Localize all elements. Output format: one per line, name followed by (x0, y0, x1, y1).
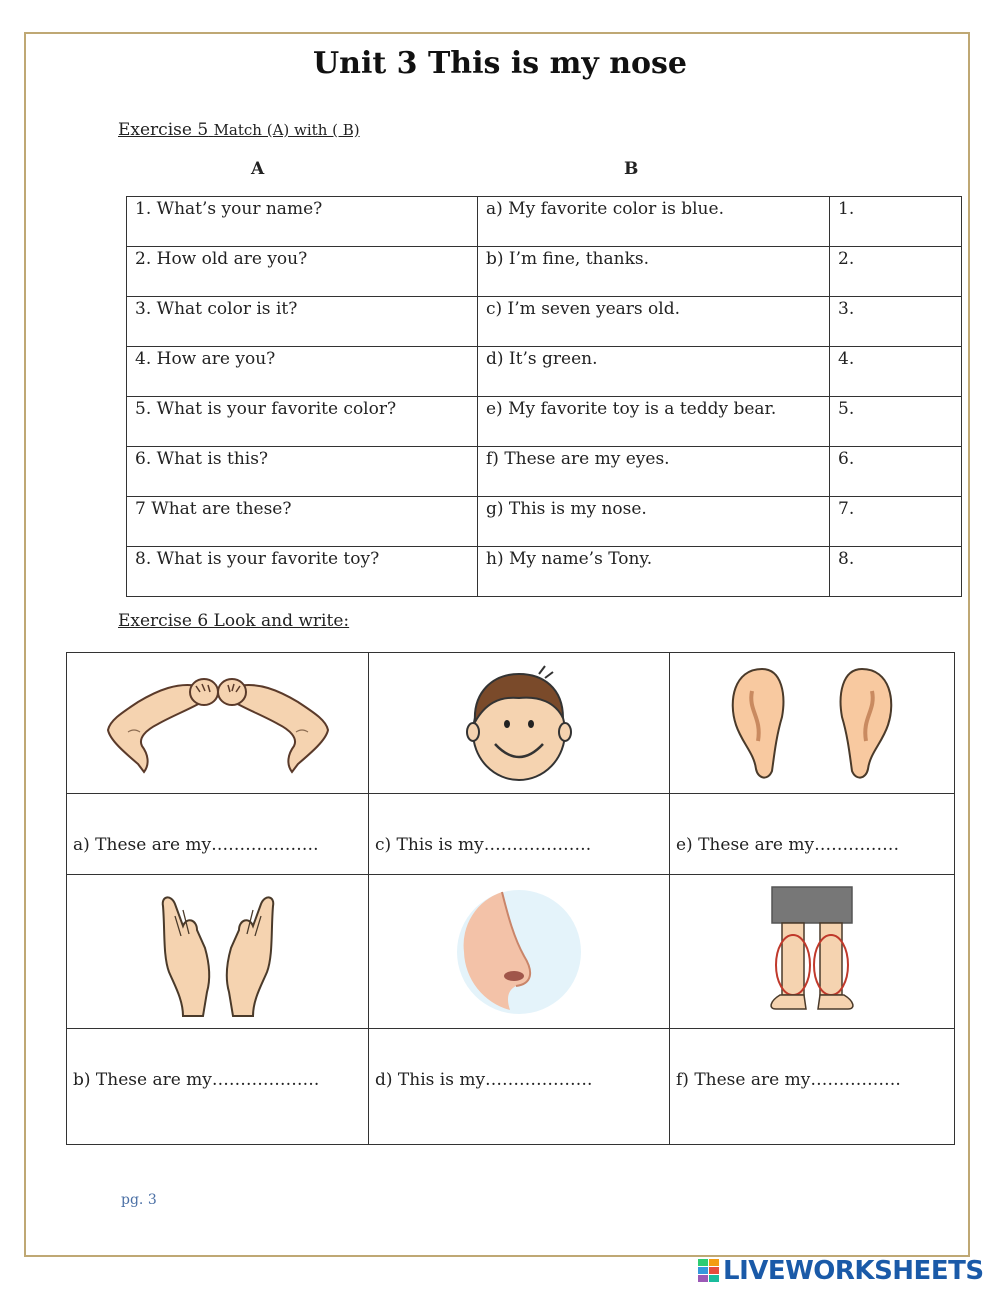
picture-cell (670, 653, 955, 794)
matching-row (127, 297, 962, 347)
match-input-cell[interactable]: 5. (830, 397, 962, 447)
matching-row (127, 397, 962, 447)
answer-blank-cell[interactable]: c) This is my………………. (369, 794, 670, 875)
matching-row (127, 547, 962, 597)
liveworksheets-logo-text: LIVEWORKSHEETS (723, 1256, 984, 1286)
page-title: Unit 3 This is my nose (312, 46, 687, 81)
answer-cell: h) My name’s Tony. (478, 547, 830, 597)
picture-cell (369, 653, 670, 794)
question-cell: 3. What color is it? (127, 297, 478, 347)
answer-cell: d) It’s green. (478, 347, 830, 397)
match-input-cell[interactable]: 4. (830, 347, 962, 397)
column-b-header: B (624, 159, 639, 179)
question-cell: 5. What is your favorite color? (127, 397, 478, 447)
answer-blank-cell[interactable]: f) These are my……………. (670, 1029, 955, 1145)
answer-cell: a) My favorite color is blue. (478, 197, 830, 247)
question-cell: 1. What’s your name? (127, 197, 478, 247)
picture-cell (67, 653, 369, 794)
question-cell: 4. How are you? (127, 347, 478, 397)
arms-picture (98, 668, 338, 778)
exercise-5-heading-main: Exercise 5 (118, 120, 209, 140)
match-input-cell[interactable]: 2. (830, 247, 962, 297)
picture-cell (67, 875, 369, 1029)
match-input-cell[interactable]: 3. (830, 297, 962, 347)
look-and-write-table (66, 652, 955, 1145)
question-cell: 7 What are these? (127, 497, 478, 547)
matching-row (127, 497, 962, 547)
answer-cell: b) I’m fine, thanks. (478, 247, 830, 297)
answer-blank-cell[interactable]: e) These are my…………… (670, 794, 955, 875)
nose-picture (454, 886, 584, 1018)
match-input-cell[interactable]: 8. (830, 547, 962, 597)
answer-blank-cell[interactable]: d) This is my………………. (369, 1029, 670, 1145)
liveworksheets-logo-icon (698, 1259, 720, 1283)
answer-blank-cell[interactable]: b) These are my………………. (67, 1029, 369, 1145)
exercise-6-heading: Exercise 6 Look and write: (118, 611, 350, 631)
question-cell: 8. What is your favorite toy? (127, 547, 478, 597)
answer-cell: g) This is my nose. (478, 497, 830, 547)
exercise-5-heading-instructions: Match (A) with ( B) (213, 121, 360, 139)
matching-row (127, 347, 962, 397)
ears-picture (722, 661, 902, 785)
answer-cell: f) These are my eyes. (478, 447, 830, 497)
picture-cell (369, 875, 670, 1029)
picture-cell (670, 875, 955, 1029)
matching-row (127, 197, 962, 247)
answer-cell: c) I’m seven years old. (478, 297, 830, 347)
matching-row (127, 247, 962, 297)
legs-picture (762, 885, 862, 1019)
column-a-header: A (251, 159, 265, 179)
answer-cell: e) My favorite toy is a teddy bear. (478, 397, 830, 447)
matching-table (126, 196, 962, 597)
hands-picture (153, 886, 283, 1018)
exercise-5-heading (118, 120, 360, 140)
face-picture (459, 662, 579, 784)
answer-blank-cell[interactable]: a) These are my………………. (67, 794, 369, 875)
question-cell: 2. How old are you? (127, 247, 478, 297)
match-input-cell[interactable]: 1. (830, 197, 962, 247)
matching-row (127, 447, 962, 497)
match-input-cell[interactable]: 7. (830, 497, 962, 547)
liveworksheets-logo (698, 1256, 984, 1286)
page-number: pg. 3 (121, 1192, 157, 1208)
question-cell: 6. What is this? (127, 447, 478, 497)
match-input-cell[interactable]: 6. (830, 447, 962, 497)
